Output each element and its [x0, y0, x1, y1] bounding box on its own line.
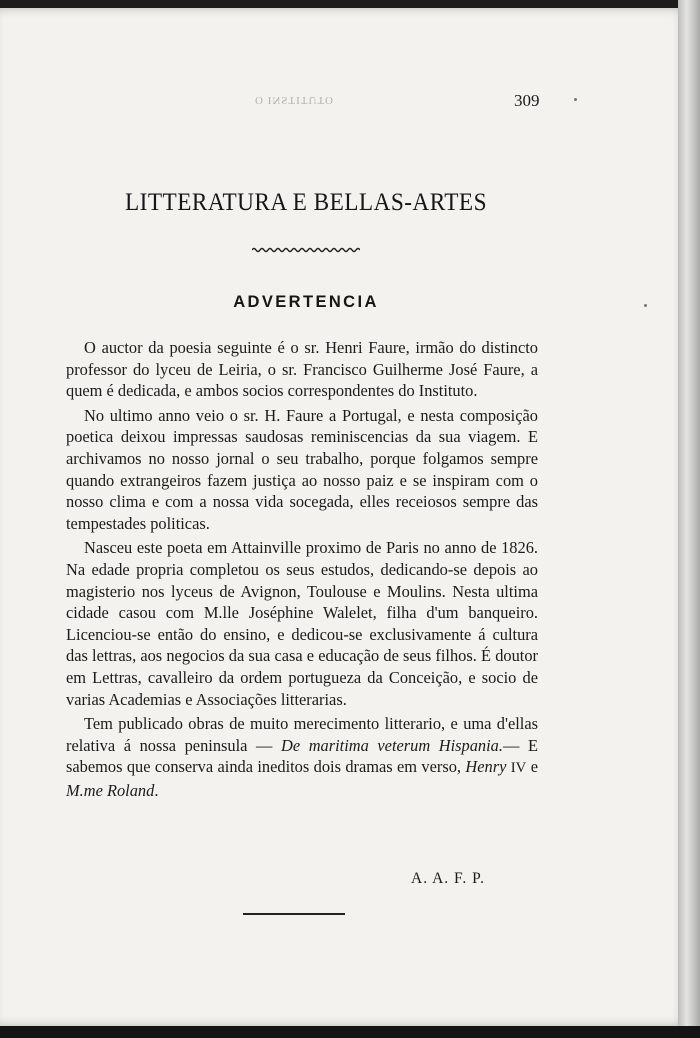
paragraph: Nasceu este poeta em Attainville proximo de Paris no anno de 1826. Na edade propria completou os seus estudos, dedicando-se depois ao magisterio nos lyceus de Avignon, Toulouse e Moulins. Nesta ultima cidade casou com M.lle Joséphine Walelet, filha d'um banqueiro. Licenciou-se então do ensino, e dedicou-se exclusivamente á cultura das lettras, aos negocios da sua casa e educação de seus filhos. É doutor em Lettras, cavalleiro da ordem portugueza da Conceição, e socio de varias Academias e Associações litterarias. [66, 538, 538, 709]
paragraph: No ultimo anno veio o sr. H. Faure a Portugal, e nesta composição poetica deixou impressas saudosas reminiscencias da sua viagem. E archivamos no nosso jornal o seu trabalho, porque folgamos sempre quando extrangeiros fazem justiça ao nosso paiz e se inspiram com o nosso clima e com a nossa vida socegada, elles receiosos sempre das tempestades politicas. [66, 405, 538, 533]
scan-bottom-edge [0, 1026, 700, 1038]
italic-work-title: Henry [465, 757, 507, 777]
closing-rule [243, 913, 345, 915]
bleed-through-text: O INSTITUTO [255, 94, 334, 106]
italic-work-title: De maritima veterum Hispania. [281, 735, 503, 755]
book-binding-edge [678, 0, 700, 1038]
paragraph [66, 713, 538, 801]
article-heading: ADVERTENCIA [233, 293, 379, 311]
paragraph-text: — E sabemos que conserva ainda ineditos dois dramas em verso, [66, 735, 538, 777]
italic-work-title: M.me Roland [66, 780, 155, 800]
paragraph-text: Tem publicado obras de muito merecimento litterario, e uma d'ellas relativa á nossa peninsula — [66, 714, 538, 755]
page-number: 309 [514, 91, 540, 110]
paragraph-text: . [154, 780, 159, 800]
paragraph: O auctor da poesia seguinte é o sr. Henri Faure, irmão do distincto professor do lyceu de Leiria, o sr. Francisco Guilherme José Faure, a quem é dedicada, e ambos socios correspondentes do Instituto. [66, 338, 538, 401]
section-title: LITTERATURA E BELLAS-ARTES [124, 189, 488, 216]
author-initials: A. A. F. P. [411, 870, 485, 887]
roman-numeral: IV [510, 760, 527, 777]
decorative-wavy-rule [252, 246, 360, 254]
print-speck [574, 98, 577, 101]
print-speck [644, 304, 647, 307]
book-page [0, 8, 688, 1026]
paragraph-text: e [526, 757, 538, 777]
article-body [66, 337, 538, 801]
